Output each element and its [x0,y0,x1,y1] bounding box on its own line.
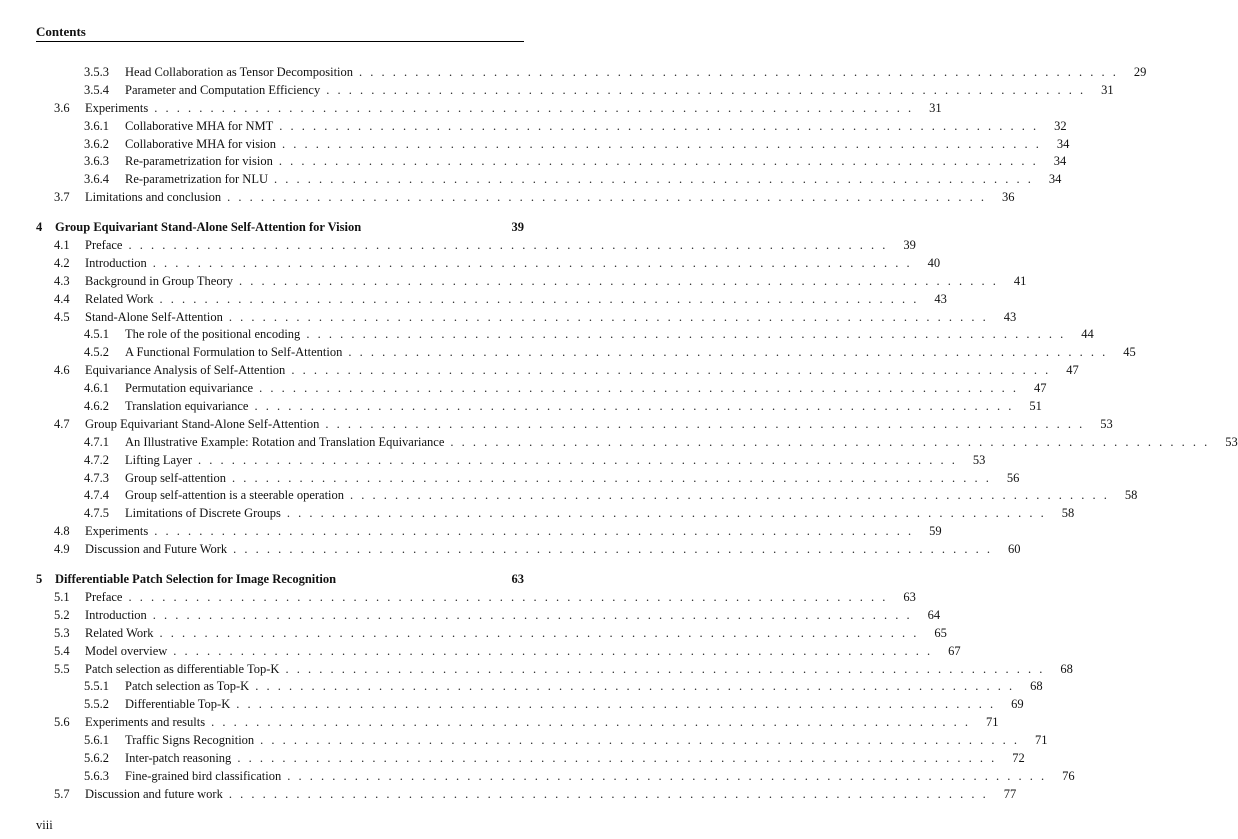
toc-entry-title: Related Work [85,625,154,640]
toc-entry-section[interactable] [36,786,1017,804]
toc-dot-leader: . . . . . . . . . . . . . . . . . . . . . . . . . . . . . . . . . . . . . . . . . . . . . . . . . . . . . . . . . . . . . . . . . . . . [239,273,999,288]
toc-entry-subsection[interactable] [36,470,1020,488]
toc-dot-leader: . . . . . . . . . . . . . . . . . . . . . . . . . . . . . . . . . . . . . . . . . . . . . . . . . . . . . . . . . . . . . . . . . . . . [259,381,1019,396]
toc-entry-page: 34 [1056,136,1070,151]
toc-entry-section[interactable] [36,100,942,118]
toc-entry-page: 31 [1101,82,1114,97]
toc-entry-number: 3.6.3 [84,154,109,169]
toc-entry-title: Model overview [85,643,168,658]
toc-entry-page: 69 [1011,697,1024,712]
toc-dot-leader: . . . . . . . . . . . . . . . . . . . . . . . . . . . . . . . . . . . . . . . . . . . . . . . . . . . . . . . . . . . . . . . . . . . . [278,154,1039,169]
toc-entry-page: 68 [1060,661,1073,676]
toc-dot-leader: . . . . . . . . . . . . . . . . . . . . . . . . . . . . . . . . . . . . . . . . . . . . . . . . . . . . . . . . . . . . . . . . . . . . [350,488,1110,503]
toc-entry-page: 29 [1133,65,1147,79]
toc-entry-title: Collaborative MHA for vision [125,136,277,151]
toc-entry-number: 4.3 [54,273,70,288]
toc-entry-section[interactable] [36,291,947,309]
toc-entry-page: 63 [511,572,524,587]
toc-entry-number: 5.1 [54,589,70,604]
toc-entry-page: 36 [1001,190,1015,205]
toc-entry-number: 3.7 [54,190,70,205]
toc-entry-title: Group self-attention is a steerable operation [125,488,345,503]
toc-entry-title: Experiments [85,524,149,539]
toc-entry-subsection[interactable] [36,696,1024,714]
toc-entry-number: 5.7 [54,786,70,801]
toc-entry-number: 5.3 [54,625,70,640]
toc-entry-title: Discussion and Future Work [85,542,228,557]
toc-dot-leader: . . . . . . . . . . . . . . . . . . . . . . . . . . . . . . . . . . . . . . . . . . . . . . . . . . . . . . . . . . . . . . . . . . . . [228,786,989,801]
toc-entry-number: 4.2 [54,255,70,270]
toc-dot-leader: . . . . . . . . . . . . . . . . . . . . . . . . . . . . . . . . . . . . . . . . . . . . . . . . . . . . . . . . . . . . . . . . . . . . [285,661,1045,676]
toc-entry-section[interactable] [36,309,1017,327]
toc-entry-title: Inter-patch reasoning [125,750,232,765]
toc-entry-page: 58 [1124,488,1138,503]
toc-entry-page: 43 [1003,309,1017,324]
toc-entry-subsection[interactable] [36,398,1042,416]
toc-dot-leader: . . . . . . . . . . . . . . . . . . . . . . . . . . . . . . . . . . . . . . . . . . . . . . . . . . . . . . . . . . . . . . . . . . . . [128,238,888,253]
toc-entry-section[interactable] [36,714,999,732]
toc-entry-number: 5.6.1 [84,733,109,748]
toc-entry-title: Related Work [85,291,154,306]
toc-dot-leader: . . . . . . . . . . . . . . . . . . . . . . . . . . . . . . . . . . . . . . . . . . . . . . . . . . . . . . . . . . . . . . . . . . . . [450,434,1210,449]
toc-dot-leader: . . . . . . . . . . . . . . . . . . . . . . . . . . . . . . . . . . . . . . . . . . . . . . . . . . . . . . . . . . . . . . . . . . . . [274,172,1034,187]
toc-entry-section[interactable] [36,237,916,255]
toc-entry-title: Translation equivariance [125,399,249,414]
toc-dot-leader: . . . . . . . . . . . . . . . . . . . . . . . . . . . . . . . . . . . . . . . . . . . . . . . . . . . . . . . . . . . . . . . . . . . . [286,506,1047,521]
toc-entry-number: 5.6.2 [84,750,109,765]
toc-dot-leader: . . . . . . . . . . . . . . . . . . . . . . . . . . . . . . . . . . . . . . . . . . . . . . . . . . . . . . . . . . . . . . . . . . . . [128,589,888,604]
toc-entry-page: 68 [1030,679,1043,694]
toc-dot-leader: . . . . . . . . . . . . . . . . . . . . . . . . . . . . . . . . . . . . . . . . . . . . . . . . . . . . . . . . . . . . . . . . . . . . [306,327,1066,342]
toc-entry-number: 4.8 [54,524,70,539]
toc-dot-leader: . . . . . . . . . . . . . . . . . . . . . . . . . . . . . . . . . . . . . . . . . . . . . . . . . . . . . . . . . . . . . . . . . . . . [227,190,987,205]
toc-entry-subsection[interactable] [36,326,1094,344]
toc-dot-leader: . . . . . . . . . . . . . . . . . . . . . . . . . . . . . . . . . . . . . . . . . . . . . . . . . . . . . . . . . . . . . . . . . . . . [159,291,919,306]
toc-entry-section[interactable] [36,362,1079,380]
toc-dot-leader: . . . . . . . . . . . . . . . . . . . . . . . . . . . . . . . . . . . . . . . . . . . . . . . . . . . . . . . . . . . . . . . . . . . . [159,625,919,640]
toc-entry-subsection[interactable] [36,434,1238,452]
toc-dot-leader: . . . . . . . . . . . . . . . . . . . . . . . . . . . . . . . . . . . . . . . . . . . . . . . . . . . . . . . . . . . . . . . . . . . . [154,524,914,539]
toc-entry-number: 4.5.2 [84,345,109,360]
toc-dot-leader: . . . . . . . . . . . . . . . . . . . . . . . . . . . . . . . . . . . . . . . . . . . . . . . . . . . . . . . . . . . . . . . . . . . . [173,643,933,658]
toc-entry-title: Re-parametrization for vision [125,154,273,169]
toc-entry-number: 5.6.3 [84,768,109,783]
toc-entry-number: 5.4 [54,643,70,658]
toc-entry-page: 47 [1066,363,1079,378]
toc-dot-leader: . . . . . . . . . . . . . . . . . . . . . . . . . . . . . . . . . . . . . . . . . . . . . . . . . . . . . . . . . . . . . . . . . . . . [228,309,989,324]
toc-entry-number: 4.7 [54,416,70,431]
toc-entry-page: 31 [929,100,942,115]
toc-entry-title: Lifting Layer [125,452,192,467]
toc-dot-leader: . . . . . . . . . . . . . . . . . . . . . . . . . . . . . . . . . . . . . . . . . . . . . . . . . . . . . . . . . . . . . . . . . . . . [291,363,1051,378]
toc-entry-title: Parameter and Computation Efficiency [125,82,321,97]
toc-entry-subsection[interactable] [36,380,1047,398]
toc-entry-page: 45 [1123,345,1136,360]
toc-entry-page: 39 [903,238,916,253]
toc-dot-leader: . . . . . . . . . . . . . . . . . . . . . . . . . . . . . . . . . . . . . . . . . . . . . . . . . . . . . . . . . . . . . . . . . . . . [254,399,1014,414]
toc-entry-title: Fine-grained bird classification [125,768,282,783]
toc-entry-section[interactable] [36,661,1073,679]
toc-entry-number: 4.7.4 [84,488,109,503]
toc-entry-page: 64 [927,607,941,622]
toc-entry-title: Head Collaboration as Tensor Decomposition [125,65,354,79]
toc-entry-subsection[interactable] [36,732,1048,750]
toc-entry-page: 58 [1061,506,1075,521]
header-rule [36,41,524,42]
toc-entry-chapter[interactable] [36,571,524,589]
toc-dot-leader: . . . . . . . . . . . . . . . . . . . . . . . . . . . . . . . . . . . . . . . . . . . . . . . . . . . . . . . . . . . . . . . . . . . . [236,697,996,712]
toc-entry-page: 60 [1008,542,1021,557]
toc-entry-title: A Functional Formulation to Self-Attention [125,345,343,360]
toc-entry-subsection[interactable] [36,750,1025,768]
toc-entry-title: Group Equivariant Stand-Alone Self-Attention [85,416,320,431]
toc-entry-number: 4.7.5 [84,506,109,521]
toc-entry-number: 4 [36,220,43,235]
toc-entry-page: 53 [1225,434,1238,449]
toc-entry-section[interactable] [36,255,941,273]
toc-entry-page: 34 [1048,172,1062,187]
toc-dot-leader: . . . . . . . . . . . . . . . . . . . . . . . . . . . . . . . . . . . . . . . . . . . . . . . . . . . . . . . . . . . . . . . . . . . . [233,542,993,557]
toc-entry-title: The role of the positional encoding [125,327,301,342]
toc-entry-title: Differentiable Top-K [125,697,231,712]
toc-entry-subsection[interactable] [36,452,986,470]
toc-entry-subsection[interactable] [36,487,1138,505]
toc-entry-page: 71 [1035,733,1048,748]
toc-dot-leader: . . . . . . . . . . . . . . . . . . . . . . . . . . . . . . . . . . . . . . . . . . . . . . . . . . . . . . . . . . . . . . . . . . . . [260,733,1020,748]
toc-entry-number: 5 [36,572,43,587]
toc-entry-title: Traffic Signs Recognition [125,733,255,748]
toc-entry-page: 76 [1062,768,1075,783]
toc-entry-chapter[interactable] [36,219,524,237]
toc-dot-leader: . . . . . . . . . . . . . . . . . . . . . . . . . . . . . . . . . . . . . . . . . . . . . . . . . . . . . . . . . . . . . . . . . . . . [152,607,913,622]
toc-entry-title: Stand-Alone Self-Attention [85,309,223,324]
toc-entry-number: 4.7.3 [84,470,109,485]
toc-entry-subsection[interactable] [36,678,1043,696]
toc-entry-title: Preface [85,238,123,253]
toc-dot-leader: . . . . . . . . . . . . . . . . . . . . . . . . . . . . . . . . . . . . . . . . . . . . . . . . . . . . . . . . . . . . . . . . . . . . [287,768,1047,783]
toc-entry-page: 44 [1081,327,1094,342]
table-of-contents [36,64,1238,804]
toc-entry-title: Patch selection as Top-K [125,679,250,694]
toc-entry-title: Introduction [85,607,147,622]
toc-dot-leader: . . . . . . . . . . . . . . . . . . . . . . . . . . . . . . . . . . . . . . . . . . . . . . . . . . . . . . . . . . . . . . . . . . . . [279,118,1039,133]
toc-entry-number: 5.6 [54,715,70,730]
toc-entry-page: 34 [1053,154,1067,169]
toc-entry-subsection[interactable] [36,344,1136,362]
toc-entry-number: 5.5.1 [84,679,109,694]
toc-entry-page: 59 [929,524,942,539]
toc-entry-page: 65 [934,625,947,640]
toc-entry-page: 41 [1013,273,1027,288]
toc-entry-subsection[interactable] [36,505,1075,523]
toc-entry-page: 39 [511,220,524,235]
toc-entry-section[interactable] [36,523,942,541]
toc-dot-leader: . . . . . . . . . . . . . . . . . . . . . . . . . . . . . . . . . . . . . . . . . . . . . . . . . . . . . . . . . . . . . . . . . . . . [152,255,913,270]
toc-entry-number: 5.5.2 [84,697,109,712]
toc-entry-page: 53 [1100,416,1113,431]
toc-entry-subsection[interactable] [36,153,1067,171]
toc-entry-title: Permutation equivariance [125,381,254,396]
toc-entry-section[interactable] [36,273,1027,291]
toc-dot-leader: . . . . . . . . . . . . . . . . . . . . . . . . . . . . . . . . . . . . . . . . . . . . . . . . . . . . . . . . . . . . . . . . . . . . [237,750,997,765]
toc-entry-number: 5.2 [54,607,70,622]
toc-entry-title: Discussion and future work [85,786,223,801]
toc-entry-title: Limitations of Discrete Groups [125,506,281,521]
toc-entry-number: 3.5.3 [84,65,109,79]
toc-entry-title: Differentiable Patch Selection for Image Recognition [55,572,337,587]
toc-dot-leader: . . . . . . . . . . . . . . . . . . . . . . . . . . . . . . . . . . . . . . . . . . . . . . . . . . . . . . . . . . . . . . . . . . . . [348,345,1108,360]
toc-entry-page: 67 [948,643,961,658]
toc-entry-section[interactable] [36,416,1113,434]
toc-dot-leader: . . . . . . . . . . . . . . . . . . . . . . . . . . . . . . . . . . . . . . . . . . . . . . . . . . . . . . . . . . . . . . . . . . . . [326,82,1086,97]
toc-dot-leader: . . . . . . . . . . . . . . . . . . . . . . . . . . . . . . . . . . . . . . . . . . . . . . . . . . . . . . . . . . . . . . . . . . . . [154,100,914,115]
toc-entry-subsection[interactable] [36,82,1114,100]
toc-dot-leader: . . . . . . . . . . . . . . . . . . . . . . . . . . . . . . . . . . . . . . . . . . . . . . . . . . . . . . . . . . . . . . . . . . . . [325,416,1085,431]
toc-entry-page: 53 [972,452,986,467]
toc-entry-number: 3.6.2 [84,136,109,151]
toc-dot-leader: . . . . . . . . . . . . . . . . . . . . . . . . . . . . . . . . . . . . . . . . . . . . . . . . . . . . . . . . . . . . . . . . . . . . [282,136,1042,151]
toc-entry-number: 4.7.1 [84,434,109,449]
toc-entry-title: Introduction [85,255,147,270]
toc-entry-subsection[interactable] [36,64,1147,82]
toc-entry-number: 4.1 [54,238,70,253]
toc-entry-title: Limitations and conclusion [85,190,222,205]
toc-dot-leader: . . . . . . . . . . . . . . . . . . . . . . . . . . . . . . . . . . . . . . . . . . . . . . . . . . . . . . . . . . . . . . . . . . . . [232,470,992,485]
toc-entry-title: Collaborative MHA for NMT [125,118,274,133]
toc-entry-title: Re-parametrization for NLU [125,172,268,187]
toc-entry-section[interactable] [36,625,947,643]
page-header-title: Contents [36,24,86,39]
toc-entry-number: 4.5 [54,309,70,324]
toc-entry-number: 4.6 [54,363,70,378]
toc-entry-number: 3.6.1 [84,118,109,133]
toc-entry-page: 72 [1012,750,1025,765]
toc-entry-title: Group self-attention [125,470,227,485]
toc-entry-page: 71 [986,715,999,730]
toc-entry-number: 4.4 [54,291,70,306]
toc-entry-number: 3.5.4 [84,82,109,97]
toc-entry-title: An Illustrative Example: Rotation and Translation Equivariance [125,434,445,449]
toc-entry-page: 43 [934,291,947,306]
toc-entry-title: Group Equivariant Stand-Alone Self-Attention for Vision [55,220,362,235]
toc-entry-title: Background in Group Theory [85,273,234,288]
toc-entry-subsection[interactable] [36,171,1062,189]
toc-entry-number: 3.6.4 [84,172,109,187]
toc-entry-section[interactable] [36,541,1021,559]
toc-entry-number: 3.6 [54,100,70,115]
toc-entry-page: 63 [903,589,916,604]
toc-entry-section[interactable] [36,189,1015,207]
toc-entry-number: 4.6.1 [84,381,109,396]
toc-entry-title: Preface [85,589,123,604]
toc-dot-leader: . . . . . . . . . . . . . . . . . . . . . . . . . . . . . . . . . . . . . . . . . . . . . . . . . . . . . . . . . . . . . . . . . . . . [198,452,958,467]
toc-entry-title: Equivariance Analysis of Self-Attention [85,363,286,378]
toc-dot-leader: . . . . . . . . . . . . . . . . . . . . . . . . . . . . . . . . . . . . . . . . . . . . . . . . . . . . . . . . . . . . . . . . . . . . [211,715,971,730]
toc-entry-page: 32 [1054,118,1067,133]
toc-entry-section[interactable] [36,607,941,625]
toc-entry-page: 56 [1006,470,1020,485]
toc-entry-title: Experiments and results [85,715,206,730]
toc-entry-subsection[interactable] [36,768,1075,786]
toc-entry-number: 5.5 [54,661,70,676]
toc-entry-page: 77 [1003,786,1017,801]
toc-entry-subsection[interactable] [36,118,1067,136]
page-number: viii [36,818,53,832]
toc-entry-section[interactable] [36,643,961,661]
toc-entry-number: 4.7.2 [84,452,109,467]
toc-entry-number: 4.6.2 [84,399,109,414]
toc-entry-title: Patch selection as differentiable Top-K [85,661,280,676]
toc-entry-title: Experiments [85,100,149,115]
toc-entry-page: 51 [1029,399,1042,414]
toc-dot-leader: . . . . . . . . . . . . . . . . . . . . . . . . . . . . . . . . . . . . . . . . . . . . . . . . . . . . . . . . . . . . . . . . . . . . [255,679,1015,694]
toc-entry-number: 4.5.1 [84,327,109,342]
toc-entry-number: 4.9 [54,542,70,557]
toc-entry-page: 40 [927,255,941,270]
toc-dot-leader: . . . . . . . . . . . . . . . . . . . . . . . . . . . . . . . . . . . . . . . . . . . . . . . . . . . . . . . . . . . . . . . . . . . . [359,65,1119,79]
toc-entry-subsection[interactable] [36,136,1070,154]
toc-entry-section[interactable] [36,589,916,607]
toc-entry-page: 47 [1033,381,1047,396]
